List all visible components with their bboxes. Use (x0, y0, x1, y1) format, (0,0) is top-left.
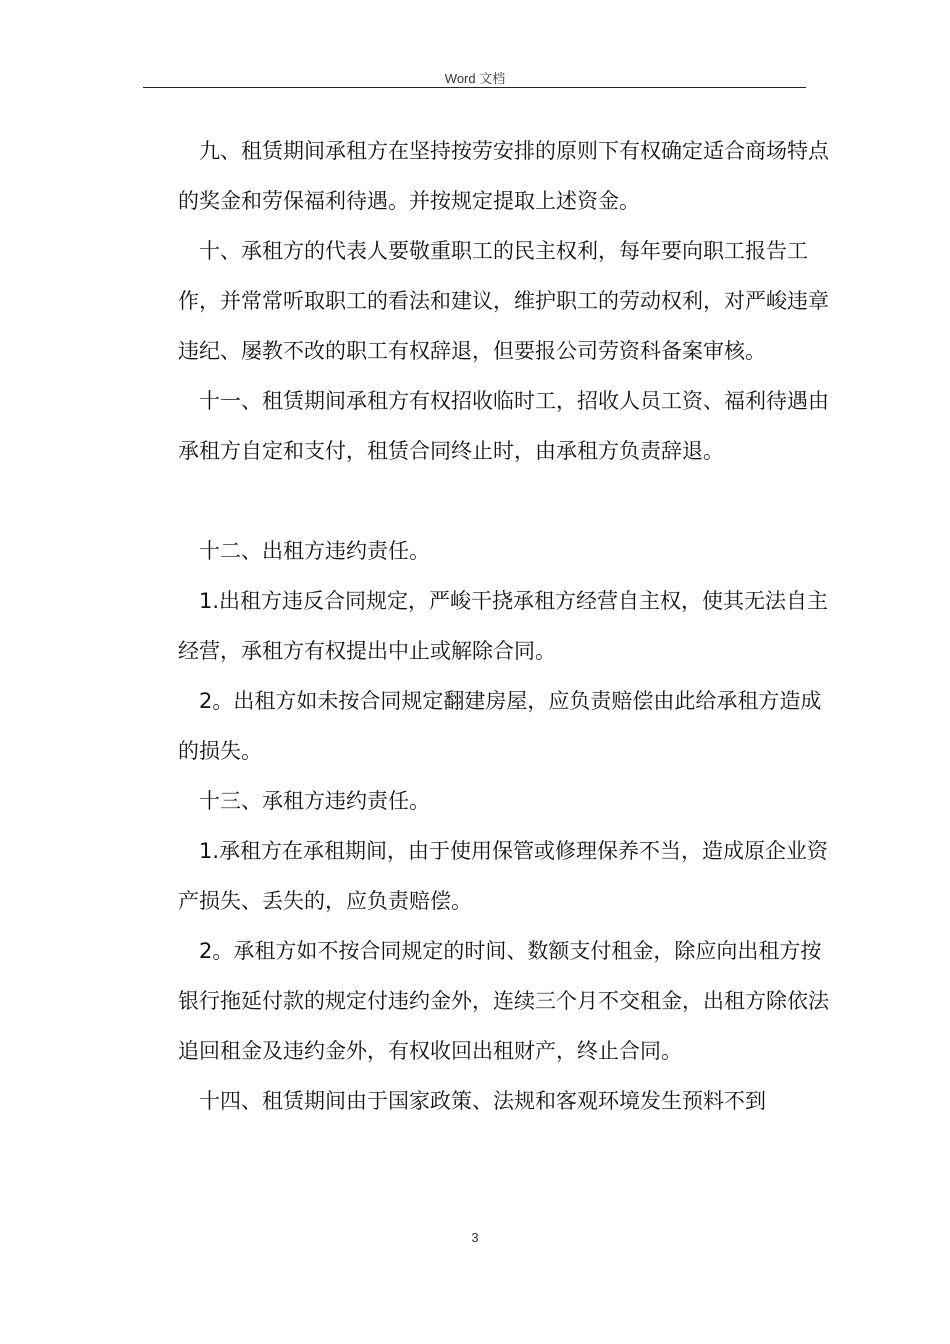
document-body (178, 126, 838, 1126)
paragraph-twelve-item-2: 2。出租方如未按合同规定翻建房屋，应负责赔偿由此给承租方造成的损失。 (178, 689, 822, 763)
paragraph-thirteen-heading: 十三、承租方违约责任。 (199, 789, 430, 813)
paragraph-eleven: 十一、租赁期间承租方有权招收临时工，招收人员工资、福利待遇由承租方自定和支付，租赁合同终止时，由承租方负责辞退。 (178, 389, 829, 463)
paragraph-twelve-heading: 十二、出租方违约责任。 (199, 539, 430, 563)
paragraph-spacer (178, 476, 838, 526)
header-divider (143, 87, 806, 88)
paragraph-fourteen: 十四、租赁期间由于国家政策、法规和客观环境发生预料不到 (199, 1089, 766, 1113)
paragraph-ten: 十、承租方的代表人要敬重职工的民主权利，每年要向职工报告工作，并常常听取职工的看法和建议，维护职工的劳动权利，对严峻违章违纪、屡教不改的职工有权辞退，但要报公司劳资科备案审核。 (178, 239, 829, 363)
paragraph-twelve-item-1: 1.出租方违反合同规定，严峻干挠承租方经营自主权，使其无法自主经营，承租方有权提出中止或解除合同。 (178, 589, 829, 663)
paragraph-thirteen-item-2: 2。承租方如不按合同规定的时间、数额支付租金，除应向出租方按银行拖延付款的规定付违约金外，连续三个月不交租金，出租方除依法追回租金及违约金外，有权收回出租财产，终止合同。 (178, 939, 829, 1063)
page-header-title: Word 文档 (444, 71, 506, 86)
paragraph-nine: 九、租赁期间承租方在坚持按劳安排的原则下有权确定适合商场特点的奖金和劳保福利待遇。并按规定提取上述资金。 (178, 139, 829, 213)
paragraph-thirteen-item-1: 1.承租方在承租期间，由于使用保管或修理保养不当，造成原企业资产损失、丢失的，应负责赔偿。 (178, 839, 829, 913)
page-number: 3 (471, 1230, 479, 1245)
